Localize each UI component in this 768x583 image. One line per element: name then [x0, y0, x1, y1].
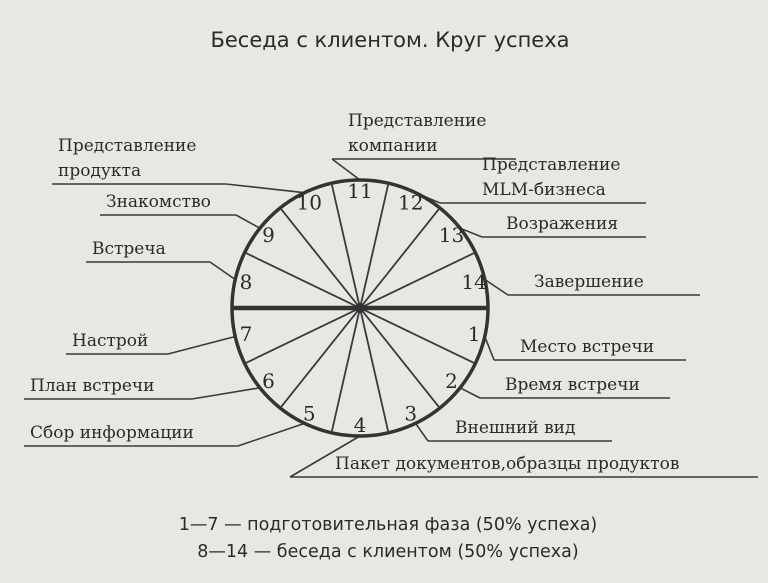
sector-number-2: 2 — [445, 368, 458, 393]
diagram-title: Беседа с клиентом. Круг успеха — [210, 28, 570, 52]
sector-label-4: Пакет документов,образцы продуктов — [335, 454, 680, 474]
sector-label-5: Сбор информации — [30, 423, 194, 443]
sector-label-2: Время встречи — [505, 375, 640, 395]
label-connector — [168, 336, 235, 354]
sector-label-7: Настрой — [72, 331, 149, 351]
label-connector — [238, 423, 304, 446]
sector-number-4: 4 — [353, 413, 367, 437]
label-connector — [332, 159, 360, 180]
sector-number-5: 5 — [302, 401, 316, 426]
sector-label-12: Представление — [482, 155, 621, 175]
sector-label-11: Представление — [348, 111, 487, 131]
sector-number-9: 9 — [262, 223, 275, 248]
wheel-hub — [355, 303, 365, 313]
sector-number-13: 13 — [438, 223, 465, 248]
sector-label-9: Знакомство — [106, 192, 211, 212]
label-connector — [485, 336, 494, 360]
sector-label-13: Возражения — [506, 214, 619, 234]
sector-label-14: Завершение — [534, 272, 644, 292]
sector-label-1: Место встречи — [520, 337, 655, 357]
sector-label-3: Внешний вид — [455, 418, 576, 438]
sector-number-8: 8 — [239, 269, 253, 294]
sector-number-7: 7 — [239, 322, 253, 347]
caption-client-phase: 8—14 — беседа с клиентом (50% успеха) — [197, 542, 579, 562]
sector-label-10: продукта — [58, 161, 142, 181]
sector-number-3: 3 — [404, 401, 418, 426]
sector-label-8: Встреча — [92, 239, 166, 259]
sector-number-12: 12 — [398, 190, 424, 215]
sector-number-1: 1 — [467, 322, 481, 347]
success-wheel — [232, 179, 488, 437]
label-connector — [210, 262, 235, 280]
sector-number-11: 11 — [347, 179, 373, 203]
sector-number-14: 14 — [461, 269, 487, 294]
sector-label-11: компании — [348, 136, 438, 156]
label-connector — [192, 388, 260, 399]
sector-label-6: План встречи — [30, 376, 155, 396]
caption-prep-phase: 1—7 — подготовительная фаза (50% успеха) — [178, 515, 598, 535]
label-connector — [226, 184, 304, 193]
label-connector — [460, 388, 480, 398]
sector-number-6: 6 — [262, 368, 275, 393]
label-connector — [236, 215, 260, 228]
sector-label-12: MLM-бизнеса — [482, 180, 606, 200]
sector-number-10: 10 — [296, 190, 322, 215]
label-connector — [416, 423, 428, 441]
sector-label-10: Представление — [58, 136, 197, 156]
